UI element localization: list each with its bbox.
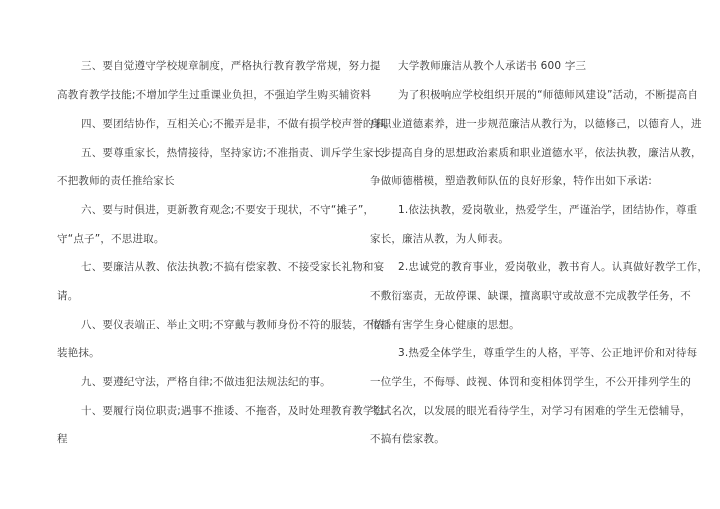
text-line: 五、要尊重家长，热情接待，坚持家访;不准指责、训斥学生家长;	[81, 147, 389, 159]
text-line: 3.热爱全体学生，尊重学生的人格，平等、公正地评价和对待每	[398, 347, 698, 359]
text-line: 一位学生，不侮辱、歧视、体罚和变相体罚学生，不公开排列学生的	[370, 376, 691, 388]
text-line: 传播有害学生身心健康的思想。	[370, 319, 520, 331]
text-line: 九、要遵纪守法，严格自律;不做违犯法规法纪的事。	[81, 376, 331, 388]
text-line: 守“点子”，不思进取。	[57, 233, 165, 245]
text-line: 四、要团结协作，互相关心;不搬弄是非，不做有损学校声誉的事。	[81, 118, 396, 130]
text-line: 七、要廉洁从教、依法执教;不搞有偿家教、不接受家长礼物和宴	[81, 261, 385, 273]
text-line: 十、要履行岗位职责;遇事不推诿、不拖沓，及时处理教育教学过	[81, 405, 385, 417]
text-line: 争做师德楷模，塑造教师队伍的良好形象，特作出如下承诺:	[370, 175, 652, 187]
text-line: 八、要仪表端正、举止文明;不穿戴与教师身份不符的服装，不浓	[81, 319, 385, 331]
text-line: 不把教师的责任推给家长	[57, 175, 175, 187]
text-line: 家长，廉洁从教，为人师表。	[370, 233, 510, 245]
text-line: 考试名次，以发展的眼光看待学生，对学习有困难的学生无偿辅导，	[370, 405, 691, 417]
text-line: 1.依法执教，爱岗敬业，热爱学生，严谨治学，团结协作，尊重	[398, 204, 698, 216]
text-line: 为了积极响应学校组织开展的“师德师风建设”活动，不断提高自	[398, 89, 699, 101]
text-line: 六、要与时俱进，更新教育观念;不要安于现状，不守“摊子”，	[81, 204, 375, 216]
text-line: 请。	[57, 290, 79, 302]
text-line: 2.忠诚党的教育事业，爱岗敬业，教书育人。认真做好教学工作，	[398, 261, 709, 273]
text-line: 不搞有偿家教。	[370, 433, 445, 445]
section-title: 大学教师廉洁从教个人承诺书 600 字三	[398, 60, 587, 72]
text-line: 三、要自觉遵守学校规章制度，严格执行教育教学常规，努力提	[81, 60, 381, 72]
text-line: 程	[57, 433, 68, 445]
text-line: 不敷衍塞责，无故停课、缺课，擅离职守或故意不完成教学任务，不	[370, 290, 691, 302]
text-line: 高教育教学技能;不增加学生过重课业负担，不强迫学生购买辅资料	[57, 89, 372, 101]
text-line: 身职业道德素养，进一步规范廉洁从教行为，以德修己，以德育人，进	[370, 118, 702, 130]
text-line: 装艳抹。	[57, 347, 100, 359]
text-line: 一步提高自身的思想政治素质和职业道德水平，依法执教，廉洁从教，	[370, 147, 702, 159]
